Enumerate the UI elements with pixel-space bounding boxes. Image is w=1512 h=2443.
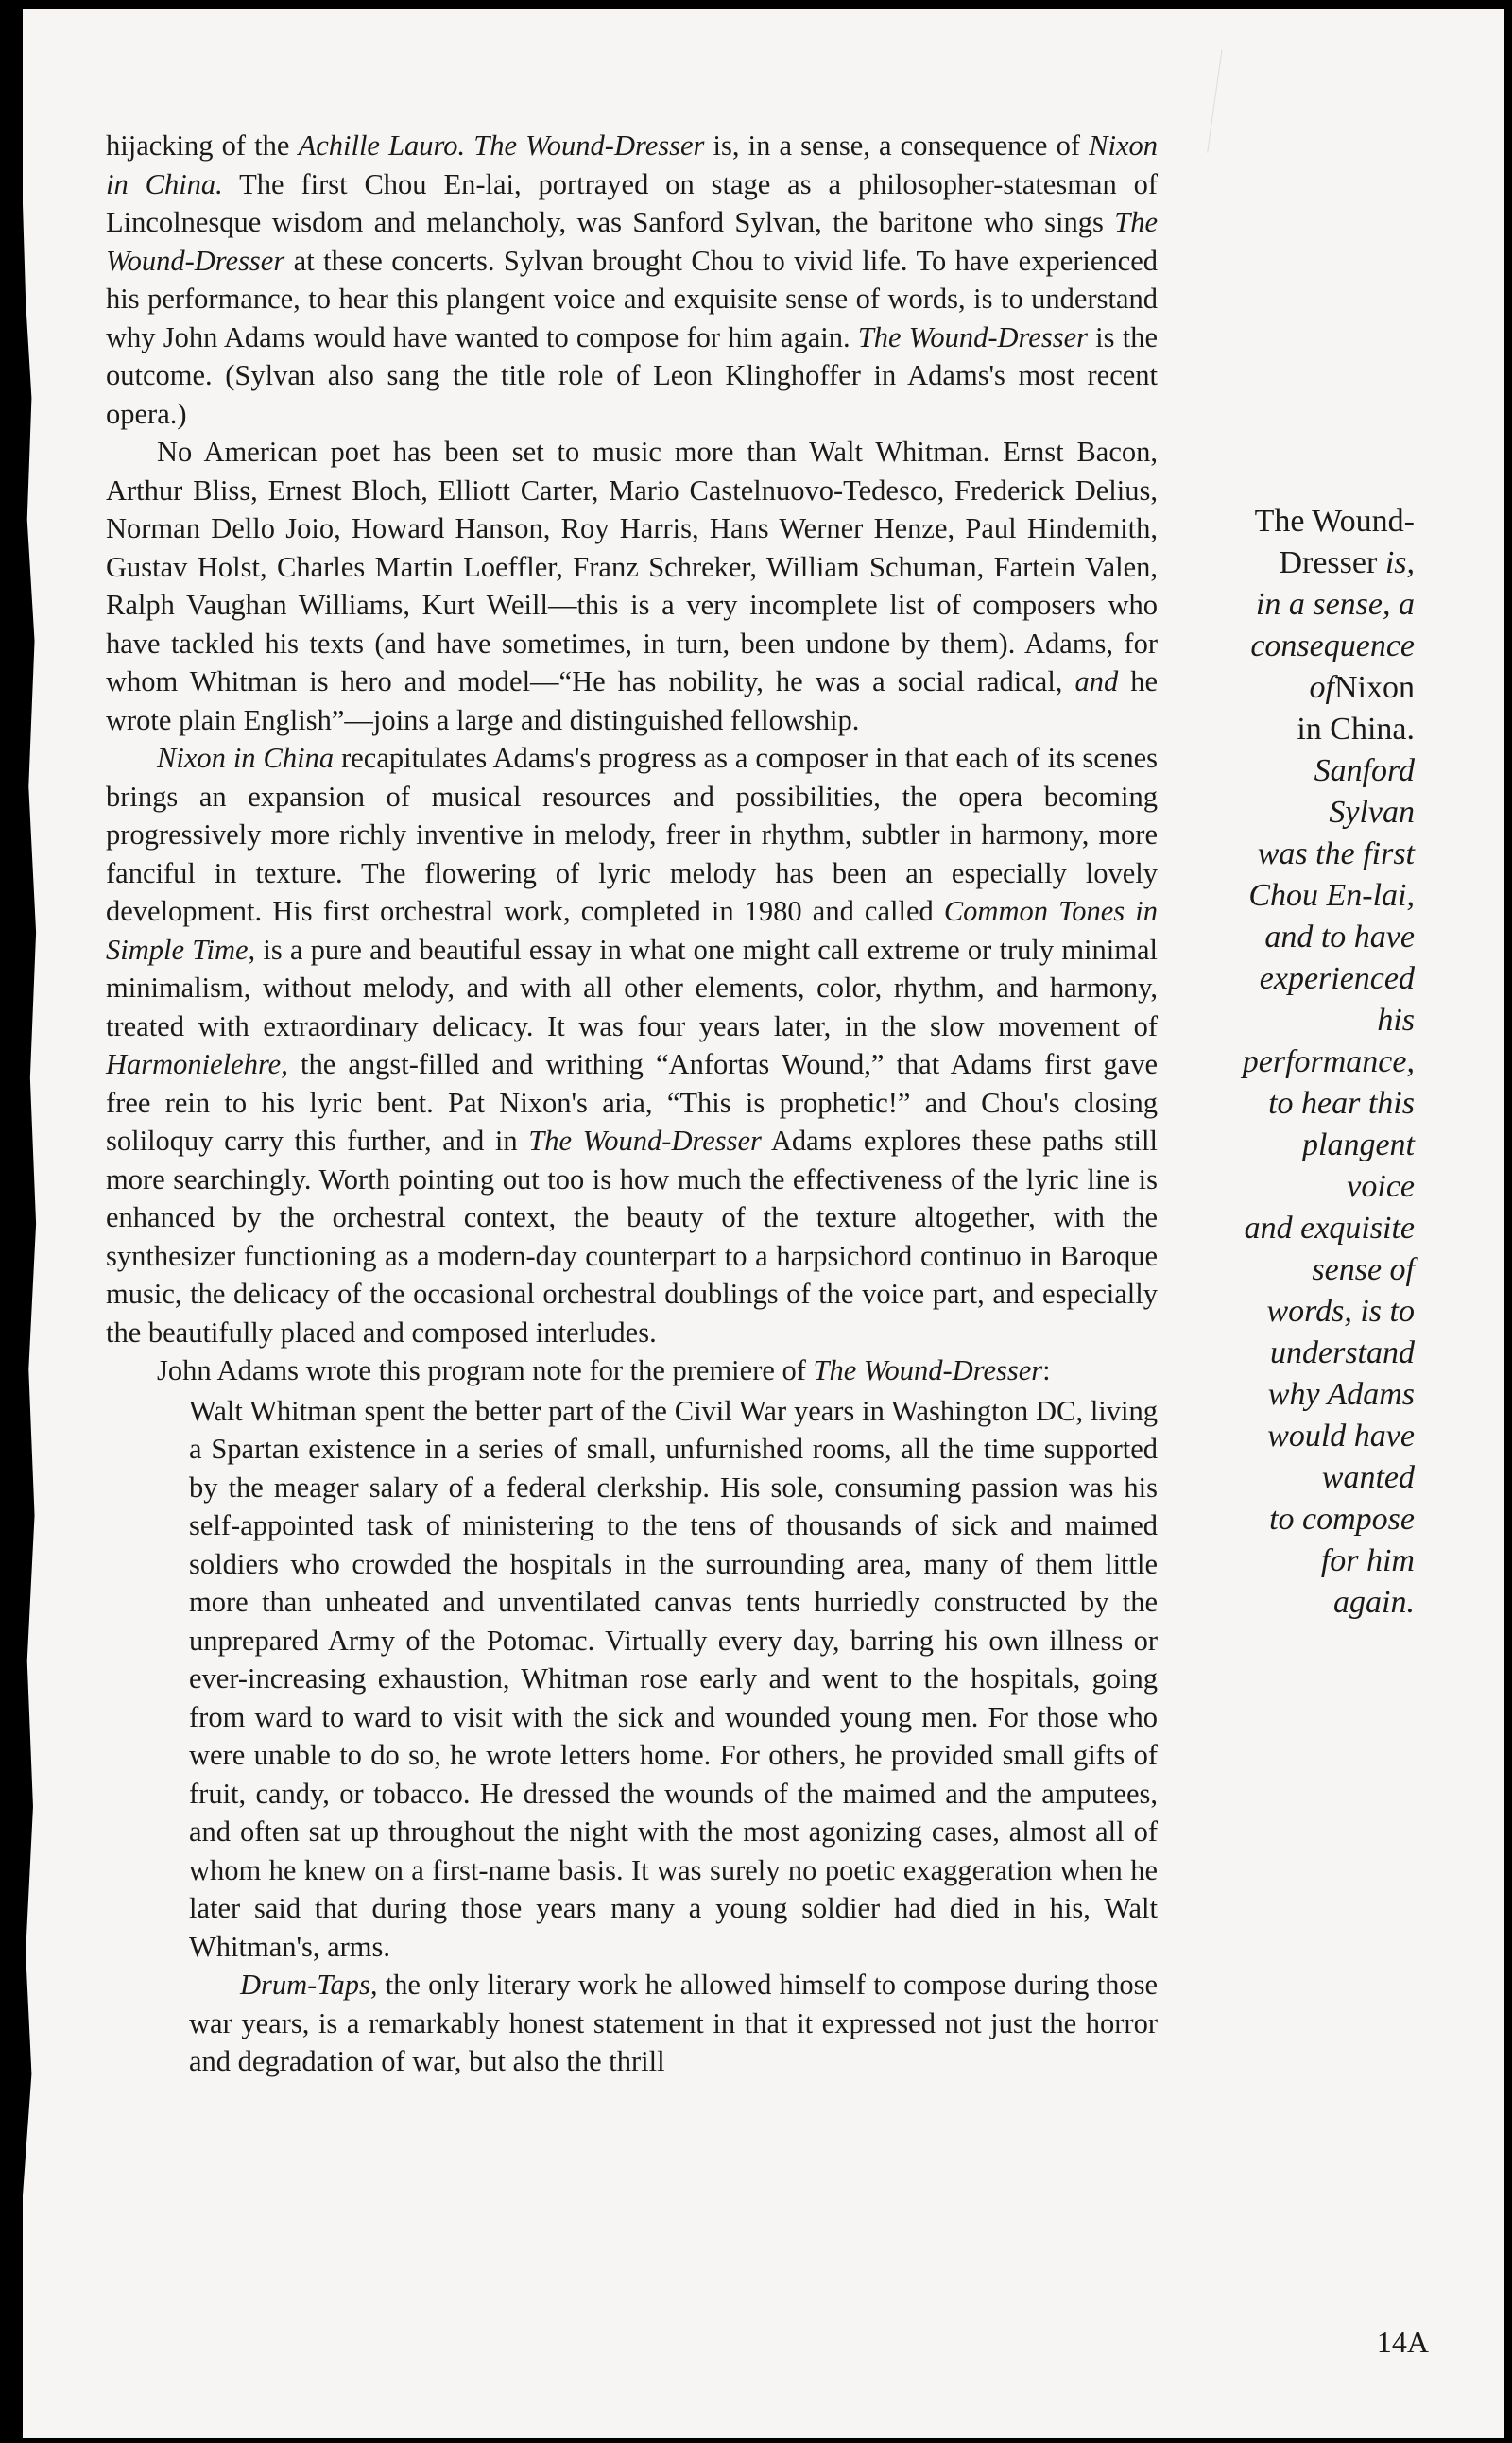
italic-text: why Adams [1267,1377,1415,1412]
italic-text: The Wound-Dresser [813,1354,1043,1386]
italic-text: Common Tones in Simple Time, [106,895,1158,966]
italic-text: voice [1347,1169,1415,1204]
text-run: No American poet has been set to music more than Walt Whitman. Ernst Bacon, Arthur Bliss, Ernest Bloch, Elliott Carter, Mario Castelnuovo-Tedesco, Frederick Delius, Norman Dello Joio, Howard Hanson, Roy Harris, Hans Werner Henze, Paul Hindemith, Gustav Holst, Charles Martin Loeffler, Franz Schreker, William Schuman, Fartein Valen, Ralph Vaughan Williams, Kurt Weill—this is a very incomplete list of composers who have tackled his texts (and have sometimes, in turn, been undone by them). Adams, for whom Whitman is hero and model—“He has nobility, he was a social radical, [106,436,1158,697]
italic-text: of [1309,670,1334,705]
text-run: the angst-filled and writhing “Anfortas Wound,” that Adams first gave free rein to his lyric bent. Pat Nixon's aria, “This is prophetic!” and Chou's closing soliloquy carry this further, and in [106,1048,1158,1157]
italic-text: sense of [1312,1252,1415,1287]
text-run: hijacking of the [106,129,299,162]
italic-text: Nixon in China [157,742,335,774]
text-run: is the outcome. (Sylvan also sang the title role of Leon Klinghoffer in Adams's most recent opera.) [106,320,1158,430]
italic-text: and [1074,665,1119,697]
italic-text: Sylvan [1329,795,1415,830]
italic-text: performance, [1242,1044,1415,1079]
text-run: Nixon [1334,670,1415,705]
italic-text: Sanford [1314,753,1415,788]
pull-quote [1177,501,1415,1624]
text-run: is a pure and beautiful essay in what one might call extreme or truly minimal minimalism, without melody, and with all other elements, color, rhythm, and harmony, treated with extraordinary delicacy. It was four years later, in the slow movement of [106,933,1158,1042]
text-run: The first Chou En-lai, portrayed on stage as a philosopher-statesman of Lincolnesque wisdom and melancholy, was Sanford Sylvan, the baritone who sings [106,167,1159,238]
paragraph [189,1392,1158,1967]
italic-text: was the first [1257,836,1415,871]
italic-text: wanted [1321,1460,1415,1495]
text-run: Walt Whitman spent the better part of the Civil War years in Washington DC, living a Spartan existence in a series of small, unfurnished rooms, all the time supported by the meager salary of a federal clerkship. His sole, consuming passion was his self-appointed task of ministering to the tens of thousands of sick and maimed soldiers who crowded the hospitals in the surrounding area, many of them little more than unheated and unventilated canvas tents hurriedly constructed by the unprepared Army of the Potomac. Virtually every day, barring his own illness or ever-increasing exhaustion, Whitman rose early and went to the hospitals, going from ward to ward to visit with the sick and wounded young men. For those who were unable to do so, he wrote letters home. For others, he provided small gifts of fruit, candy, or tobacco. He dressed the wounds of the maimed and the amputees, and often sat up throughout the night with the most agonizing cases, almost all of whom he knew on a first-name basis. It was surely no poetic exaggeration when he later said that during those years many a young soldier had died in his, Walt Whitman's, arms. [189,1394,1158,1963]
paragraph [106,739,1158,1351]
text-run: The Wound- [1254,504,1415,539]
italic-text: for him [1320,1543,1415,1578]
text-run: is, in a sense, a consequence of [704,129,1090,162]
main-column [106,127,1158,2081]
italic-text: consequence [1250,628,1415,663]
paragraph [106,127,1158,433]
italic-text: experienced [1259,961,1415,996]
text-run: John Adams wrote this program note for the premiere of [157,1354,814,1386]
text-run: the only literary work he allowed himself to compose during those war years, is a remarkably honest statement in that it expressed not just the horror and degradation of war, but also the thrill [189,1969,1158,2077]
paragraph [106,1351,1158,1390]
italic-text: Harmonielehre, [106,1048,288,1080]
italic-text: to compose [1269,1502,1415,1537]
italic-text: The Wound-Dresser [106,206,1158,277]
text-run: recapitulates Adams's progress as a composer in that each of its scenes brings an expansion of musical resources and possibilities, the opera becoming progressively more richly inventive in melody, freer in rhythm, subtler in harmony, more fanciful in texture. The flowering of lyric melody has been an especially lovely development. His first orchestral work, completed in 1980 and called [106,742,1159,927]
italic-text: his [1377,1003,1415,1038]
italic-text: in a sense, a [1255,587,1415,622]
italic-text: and to have [1264,920,1415,955]
text-run: in China. [1297,712,1415,747]
page-number: 14A [1376,2325,1429,2359]
text-run: Adams explores these paths still more searchingly. Worth pointing out too is how much the effectiveness of the lyric line is enhanced by the orchestral context, the beauty of the texture altogether, with the synthesizer functioning as a modern-day counterpart to a harpsichord continuo in Baroque music, the delicacy of the occasional orchestral doublings of the voice part, and especially the beautifully placed and composed interludes. [106,1125,1158,1349]
italic-text: to hear this [1268,1086,1415,1121]
italic-text: understand [1270,1335,1415,1370]
italic-text: Achille Lauro. The Wound-Dresser [298,129,705,162]
text-run: Dresser [1279,545,1385,580]
pull-quote-text [1177,501,1415,1624]
italic-text: again. [1333,1585,1415,1620]
text-run: he wrote plain English”—joins a large and distinguished fellowship. [106,665,1159,736]
italic-text: The Wound-Dresser [857,320,1088,353]
paragraph [106,433,1158,739]
italic-text: plangent [1302,1127,1415,1162]
italic-text: words, is to [1266,1294,1415,1329]
italic-text: and exquisite [1244,1211,1415,1246]
italic-text: Drum-Taps, [240,1969,378,2001]
text-run: at these concerts. Sylvan brought Chou to vivid life. To have experienced his performance, to hear this plangent voice and exquisite sense of words, is to understand why John Adams would have wanted to compose for him again. [106,244,1158,353]
paragraph [189,1966,1158,2081]
italic-text: would have [1267,1419,1415,1454]
text-run: : [1042,1354,1051,1386]
italic-text: is, [1384,545,1415,580]
italic-text: Chou En-lai, [1248,878,1415,913]
italic-text: Nixon in China. [106,129,1159,200]
block-quote [189,1392,1158,2081]
italic-text: The Wound-Dresser [528,1125,762,1157]
